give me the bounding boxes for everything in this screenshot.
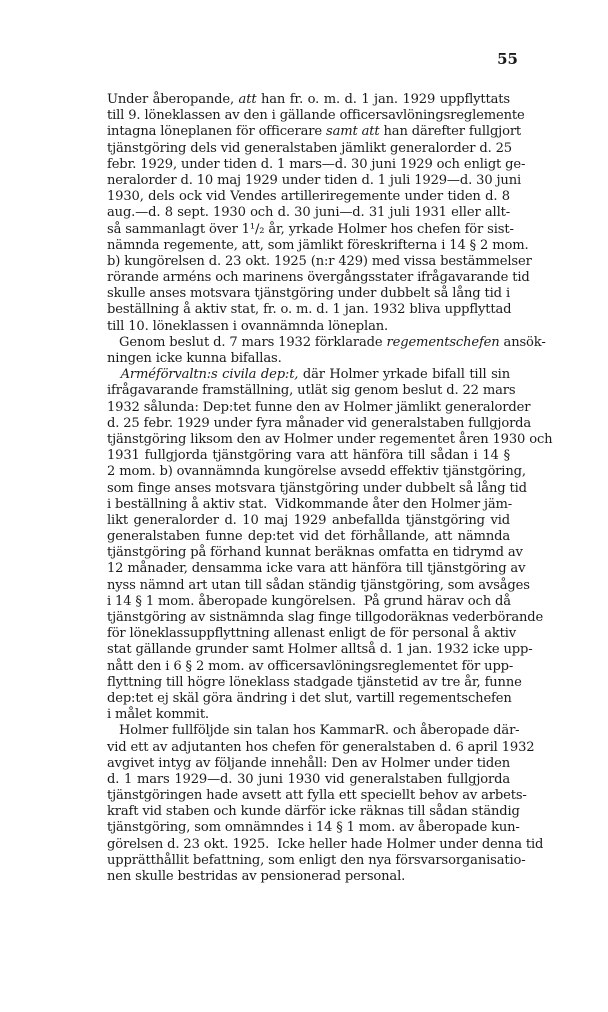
text-line <box>107 334 546 351</box>
italic-text: samt att <box>326 124 380 140</box>
text-segment: tjänstgöring liksom den av Holmer under regementet åren 1930 och <box>107 431 553 447</box>
text-segment: intagna löneplanen för officerare <box>107 124 327 140</box>
text-line <box>107 464 526 480</box>
text-line <box>107 415 532 432</box>
italic-text: regementschefen <box>386 334 500 350</box>
text-line <box>107 189 510 205</box>
text-line <box>107 383 516 399</box>
text-line <box>107 367 510 383</box>
text-line <box>107 124 522 140</box>
text-line <box>107 739 535 756</box>
text-line <box>107 772 510 788</box>
text-segment: beställning å aktiv stat, fr. o. m. d. 1 jan. 1932 bliva uppflyttad <box>107 302 512 318</box>
text-line <box>107 141 510 157</box>
text-segment: i målet kommit. <box>107 707 209 723</box>
text-segment: ifrågavarande framställning, utlät sig genom beslut d. 22 mars <box>107 383 516 399</box>
text-segment: nämnda regemente, att, som jämlikt föreskrifterna i 14 § 2 mom. <box>107 237 529 253</box>
text-line <box>107 691 510 707</box>
text-line <box>107 431 553 448</box>
text-segment: i beställning å aktiv stat. Vidkommande åter den Holmer jäm- <box>107 496 513 512</box>
text-segment: Under åberopande, <box>107 92 239 107</box>
text-segment: d. 1 mars 1929—d. 30 juni 1930 vid generalstaben fullgjorda <box>107 771 510 787</box>
text-segment: till 10. löneklassen i ovannämnda löneplan. <box>107 318 389 334</box>
text-line <box>107 658 514 675</box>
text-segment: neralorder d. 10 maj 1929 under tiden d. 1 juli 1929—d. 30 juni <box>107 172 522 188</box>
text-line <box>107 286 510 302</box>
text-line <box>107 594 510 610</box>
text-segment: där Holmer yrkade bifall till sin <box>298 367 510 383</box>
text-line <box>107 788 527 804</box>
italic-text: att <box>238 92 257 107</box>
italic-text: Arméförvaltn:s civila dep:t, <box>120 367 299 383</box>
text-segment: tjänstgöring på förhand kunnat beräknas omfatta en tidrymd av <box>107 545 523 561</box>
text-line <box>107 319 510 335</box>
text-line <box>107 707 510 723</box>
text-segment: vid ett av adjutanten hos chefen för generalstaben d. 6 april 1932 <box>107 739 535 755</box>
text-line <box>107 253 532 270</box>
text-line <box>107 448 510 464</box>
text-line <box>107 237 529 254</box>
text-segment: b) kungörelsen d. 23 okt. 1925 (n:r 429) med vissa bestämmelser <box>107 253 532 269</box>
text-segment: tjänstgöringen hade avsett att fylla ett speciellt behov av arbets- <box>107 788 527 804</box>
text-line <box>107 723 520 739</box>
text-segment: febr. 1929, under tiden d. 1 mars—d. 30 juni 1929 och enligt ge- <box>107 156 526 172</box>
text-line <box>107 496 513 513</box>
text-line <box>107 529 510 545</box>
text-segment: till 9. löneklassen av den i gällande officersavlöningsreglemente <box>107 108 525 124</box>
text-line <box>107 302 510 318</box>
text-segment: i 14 § 1 mom. åberopade kungörelsen. På grund härav och då <box>107 593 511 609</box>
text-segment: så sammanlagt över 1¹/₂ år, yrkade Holmer hos chefen för sist- <box>107 221 514 237</box>
text-line <box>107 836 544 853</box>
text-segment: 2 mom. b) ovannämnda kungörelse avsedd effektiv tjänstgöring, <box>107 464 526 480</box>
text-segment: Genom beslut d. 7 mars 1932 förklarade <box>107 334 387 350</box>
body-text <box>107 92 553 885</box>
text-line <box>107 92 510 108</box>
text-line <box>107 270 530 286</box>
text-segment: tjänstgöring av sistnämnda slag finge tillgodoräknas vederbörande <box>107 610 544 625</box>
text-line <box>107 480 527 497</box>
text-segment: 12 månader, densamma icke vara att hänföra till tjänstgöring av <box>107 561 526 577</box>
text-line <box>107 852 526 869</box>
text-line <box>107 577 530 594</box>
text-line <box>107 108 525 124</box>
text-segment: tjänstgöring, som omnämndes i 14 § 1 mom. av åberopade kun- <box>107 820 520 836</box>
text-segment: likt generalorder d. 10 maj 1929 anbefallda tjänstgöring vid <box>107 512 510 528</box>
text-segment: generalstaben funne dep:tet vid det förhållande, att nämnda <box>107 529 510 545</box>
text-segment: görelsen d. 23 okt. 1925. Icke heller hade Holmer under denna tid <box>107 836 544 852</box>
text-line <box>107 756 510 772</box>
text-segment: tjänstgöring dels vid generalstaben jämlikt generalorder d. 25 <box>107 140 512 156</box>
text-segment: han därefter fullgjort <box>379 124 522 140</box>
text-segment: stat gällande grunder samt Holmer alltså d. 1 jan. 1932 icke upp- <box>107 642 533 658</box>
text-segment: 1932 sålunda: Dep:tet funne den av Holmer jämlikt generalorder <box>107 399 531 415</box>
text-segment: nått den i 6 § 2 mom. av officersavlöningsreglementet för upp- <box>107 658 514 674</box>
text-line <box>107 351 510 367</box>
text-segment: dep:tet ej skäl göra ändring i det slut, vartill regementschefen <box>107 690 512 706</box>
text-line <box>107 156 526 173</box>
text-line <box>107 205 510 221</box>
text-line <box>107 545 523 561</box>
text-segment: nyss nämnd art utan till sådan ständig tjänstgöring, som avsåges <box>107 577 530 593</box>
text-segment: nen skulle bestridas av pensionerad personal. <box>107 869 406 884</box>
text-line <box>107 399 531 416</box>
text-line <box>107 610 544 626</box>
text-line <box>107 804 520 820</box>
page-number: 55 <box>497 50 518 68</box>
text-segment: för löneklassuppflyttning allenast enligt de för personal å aktiv <box>107 626 517 642</box>
text-segment: skulle anses motsvara tjänstgöring under dubbelt så lång tid i <box>107 286 510 302</box>
text-segment: avgivet intyg av följande innehåll: Den av Holmer under tiden <box>107 755 510 771</box>
text-segment: d. 25 febr. 1929 under fyra månader vid generalstaben fullgjorda <box>107 415 532 431</box>
text-line <box>107 513 510 529</box>
text-line <box>107 221 514 238</box>
text-segment: 1931 fullgjorda tjänstgöring vara att hänföra till sådan i 14 § <box>107 448 510 464</box>
text-segment: kraft vid staben och kunde därför icke räknas till sådan ständig <box>107 804 520 820</box>
text-segment: han fr. o. m. d. 1 jan. 1929 uppflyttats <box>256 92 510 107</box>
text-line <box>107 561 526 577</box>
text-line <box>107 626 517 642</box>
text-segment: ningen icke kunna bifallas. <box>107 351 282 366</box>
text-segment: 1930, dels ock vid Vendes artilleriregemente under tiden d. 8 <box>107 189 510 205</box>
text-segment: som finge anses motsvara tjänstgöring under dubbelt så lång tid <box>107 480 527 496</box>
text-segment: aug.—d. 8 sept. 1930 och d. 30 juni—d. 31 juli 1931 eller allt- <box>107 205 510 221</box>
text-segment: flyttning till högre löneklass stadgade tjänstetid av tre år, funne <box>107 674 522 690</box>
text-segment: Holmer fullföljde sin talan hos KammarR. och åberopade där- <box>107 723 520 739</box>
text-segment <box>107 367 121 382</box>
text-line <box>107 674 522 691</box>
text-segment: rörande arméns och marinens övergångsstater ifrågavarande tid <box>107 270 530 286</box>
text-line <box>107 642 533 658</box>
text-line <box>107 172 522 189</box>
text-segment: ansök- <box>499 334 546 350</box>
text-segment: upprätthållit befattning, som enligt den nya försvarsorganisatio- <box>107 852 526 868</box>
text-line <box>107 869 510 885</box>
text-line <box>107 820 520 836</box>
